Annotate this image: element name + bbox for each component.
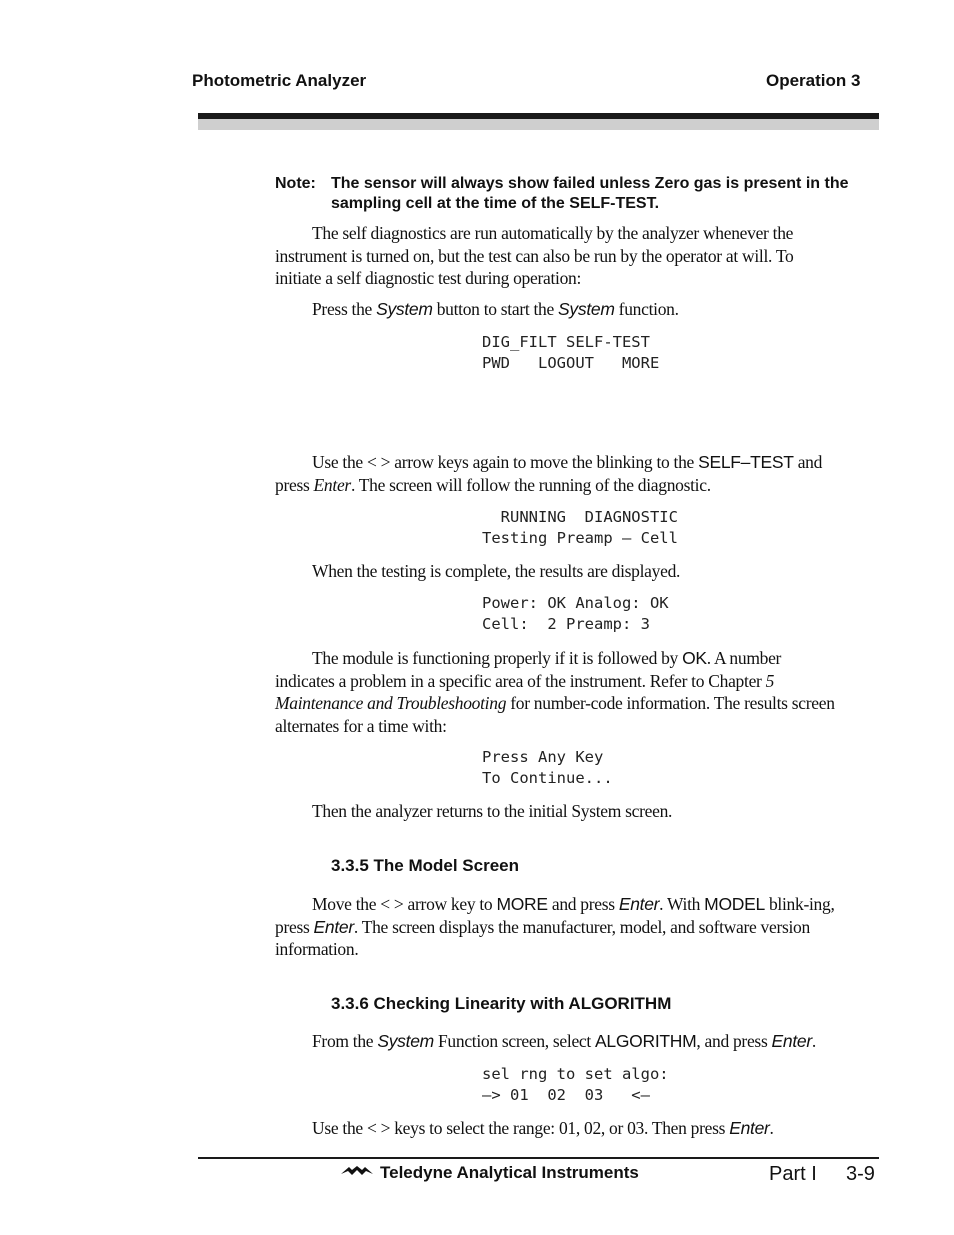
note-text: The sensor will always show failed unless Zero gas is present in the sampling cell at the time of the SELF-TEST. [331,175,849,212]
footer-page-number: 3-9 [846,1163,875,1185]
footer-rule [198,1157,879,1159]
section-heading-algorithm: 3.3.6 Checking Linearity with ALGORITHM [331,994,672,1013]
section-heading-model-screen: 3.3.5 The Model Screen [331,856,520,875]
lcd-screen-system: DIG_FILT SELF-TEST PWD LOGOUT MORE [482,333,660,372]
paragraph-module-ok: The module is functioning properly if it is followed by OK. A number indicates a problem in a specific area of the instrument. Refer to Chapter 5 Maintenance and Troubleshooting for number-code information. The results screen alternates for a time with: [275,648,835,736]
header-rule-shade [198,119,879,130]
running-header-left: Photometric Analyzer [192,71,367,90]
paragraph-model-screen: Move the < > arrow key to MORE and press Enter. With MODEL blink-ing, press Enter. The screen displays the manufacturer, model, and software version information. [275,894,835,959]
note-label: Note: [275,175,316,192]
paragraph-self-diagnostics: The self diagnostics are run automatically by the analyzer whenever the instrument is turned on, but the test can also be run by the operator at will. To initiate a self diagnostic test during operation: [275,223,794,288]
paragraph-self-test: Use the < > arrow keys again to move the blinking to the SELF–TEST and press Enter. The screen will follow the running of the diagnostic. [275,452,823,495]
lcd-screen-results: Power: OK Analog: OK Cell: 2 Preamp: 3 [482,594,669,633]
footer-part: Part I [769,1163,817,1185]
running-header-right: Operation 3 [766,71,861,90]
lcd-screen-algorithm: sel rng to set algo: —> 01 02 03 <— [482,1065,669,1104]
paragraph-returns: Then the analyzer returns to the initial System screen. [312,801,673,821]
lcd-screen-press-any-key: Press Any Key To Continue... [482,748,613,787]
footer-brand [340,1163,639,1183]
teledyne-logo-icon [340,1163,374,1183]
paragraph-press-system: Press the System button to start the System function. [312,299,679,319]
lcd-screen-running-diagnostic: RUNNING DIAGNOSTIC Testing Preamp — Cell [482,508,678,547]
footer-brand-text: Teledyne Analytical Instruments [380,1163,639,1182]
paragraph-testing-complete: When the testing is complete, the results are displayed. [312,561,681,581]
paragraph-select-range: Use the < > keys to select the range: 01, 02, or 03. Then press Enter. [312,1118,774,1138]
note-block [275,174,855,214]
paragraph-algorithm: From the System Function screen, select ALGORITHM, and press Enter. [312,1031,816,1051]
